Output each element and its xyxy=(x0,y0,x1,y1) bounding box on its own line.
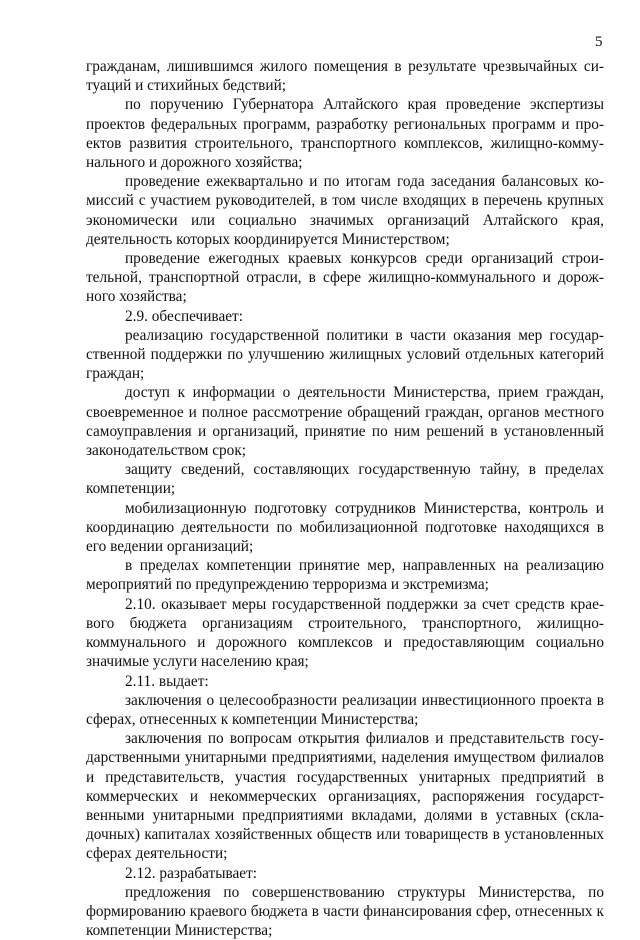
paragraph-continuation: гражданам, лишившимся жилого помещения в результате чрезвычайных ситуаций и стихийных бедствий; xyxy=(86,58,604,95)
page-number: 5 xyxy=(595,34,603,50)
paragraph-contests: проведение ежегодных краевых конкурсов среди организаций строительной, транспортной отрасли, в сфере жилищно-коммунального и дорожного хозяйства; xyxy=(86,250,604,306)
paragraph-balance-commissions: проведение ежеквартально и по итогам года заседания балансовых комиссий с участием руководителей, в том числе входящих в перечень крупных экономически или социально значимых организаций Алтайского края, деятельность которых координируется Министерством; xyxy=(86,173,604,248)
paragraph-branches-conclusions: заключения по вопросам открытия филиалов и представительств государственными унитарными предприятиями, наделения имуществом филиалов и представительств, участия государственных унитарных предприятий в коммерческих и некоммерческих организациях, распоряжения государственными унитарными предприятиями вкладами, долями в уставных (складочных) капиталах хозяйственных обществ или товариществ в установленных сферах деятельности; xyxy=(86,730,604,863)
section-heading-2-11: 2.11. выдает: xyxy=(125,672,209,690)
section-heading-2-12: 2.12. разрабатывает: xyxy=(125,864,258,882)
paragraph-terrorism-prevention: в пределах компетенции принятие мер, направленных на реализацию мероприятий по предупреждению терроризма и экстремизма; xyxy=(86,557,604,594)
paragraph-information-access: доступ к информации о деятельности Министерства, прием граждан, своевременное и полное рассмотрение обращений граждан, органов местного самоуправления и организаций, принятие по ним решений в установленный законодательством срок; xyxy=(86,384,604,460)
paragraph-expertise: по поручению Губернатора Алтайского края проведение экспертизы проектов федеральных программ, разработку региональных программ и проектов развития строительного, транспортного комплексов, жилищно-коммунального и дорожного хозяйства; xyxy=(86,96,604,172)
paragraph-state-secret: защиту сведений, составляющих государственную тайну, в пределах компетенции; xyxy=(86,461,604,498)
paragraph-structure-proposals: предложения по совершенствованию структуры Министерства, по формированию краевого бюджета в части финансирования сфер, отнесенных к компетенции Министерства; xyxy=(86,883,604,940)
paragraph-investment-conclusions: заключения о целесообразности реализации инвестиционного проекта в сферах, отнесенных к компетенции Министерства; xyxy=(86,691,604,728)
paragraph-mobilization: мобилизационную подготовку сотрудников Министерства, контроль и координацию деятельности по мобилизационной подготовке находящихся в его ведении организаций; xyxy=(86,499,604,556)
section-heading-2-9: 2.9. обеспечивает: xyxy=(125,307,243,325)
paragraph-housing-policy: реализацию государственной политики в части оказания мер государственной поддержки по улучшению жилищных условий отдельных категорий граждан; xyxy=(86,326,604,383)
document-body xyxy=(86,57,604,940)
section-heading-2-10: 2.10. оказывает меры государственной поддержки за счет средств краевого бюджета организациям строительного, транспортного, жилищно-коммунального и дорожного комплексов и предоставляющим социально значимые услуги населению края; xyxy=(86,595,604,671)
